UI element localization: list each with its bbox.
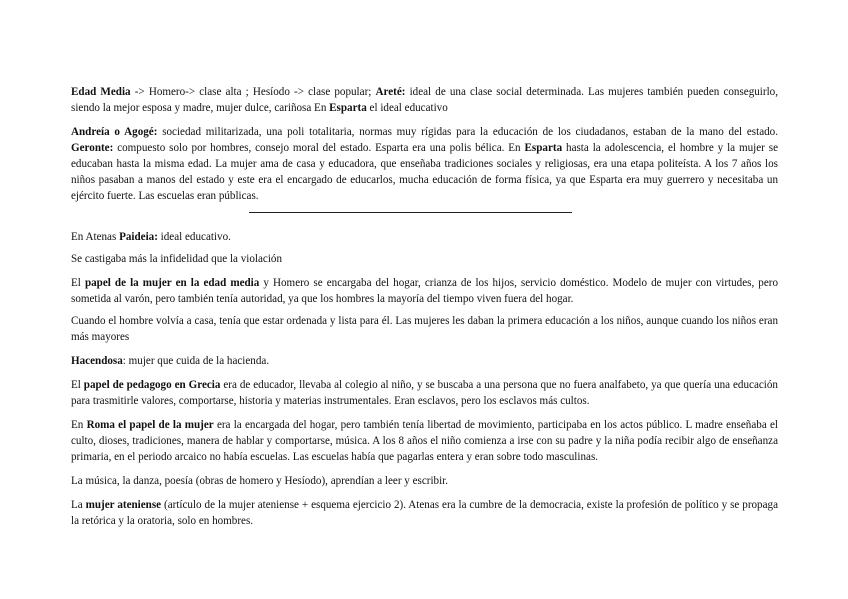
bold-term: Esparta bbox=[524, 142, 563, 154]
paragraph-atenas-paideia bbox=[71, 229, 778, 245]
paragraph-musica-danza bbox=[71, 473, 778, 489]
text-run: era la encargada del hogar, pero también tenía libertad de movimiento, participaba en los actos público. L madre enseñaba el culto, dioses, tradiciones, manera de hablar y comportarse, música. A los 8 años el niño comienza a irse con su padre y la niña podía recibir algo de enseñanza primaria, en el periodo arcaico no había escuelas. Las escuelas había que pagarlas entera y eran sobre todo masculinas. bbox=[71, 419, 778, 463]
paragraph-hacendosa bbox=[71, 353, 778, 369]
text-run: compuesto solo por hombres, consejo moral del estado. Esparta era una polis bélica. En bbox=[113, 142, 525, 154]
paragraph-pedagogo-grecia bbox=[71, 377, 778, 409]
bold-term: Areté: bbox=[375, 86, 406, 98]
separator-line bbox=[249, 212, 572, 213]
text-run: El bbox=[71, 379, 84, 391]
bold-term: Andreía o Agogé: bbox=[71, 126, 158, 138]
bold-term: Paideia: bbox=[119, 231, 158, 243]
bold-term: Roma el papel de la mujer bbox=[86, 419, 214, 431]
bold-term: papel de pedagogo en Grecia bbox=[83, 379, 221, 391]
paragraph-edad-media bbox=[71, 84, 778, 116]
paragraph-infidelidad bbox=[71, 251, 778, 267]
text-run: La bbox=[71, 499, 86, 511]
paragraph-papel-mujer-edad-media bbox=[71, 275, 778, 307]
paragraph-esparta bbox=[71, 124, 778, 204]
bold-term: Geronte: bbox=[71, 142, 114, 154]
text-run: el ideal educativo bbox=[366, 102, 448, 114]
text-run: ideal de una clase social determinada. Las mujeres también pueden conseguirlo, siendo la mejor esposa y madre, mujer dulce, cariñosa En bbox=[71, 86, 778, 114]
bold-term: papel de la mujer en la edad media bbox=[84, 277, 260, 289]
text-run: Se castigaba más la infidelidad que la violación bbox=[71, 253, 283, 265]
text-run: y Homero se encargaba del hogar, crianza de los hijos, servicio doméstico. Modelo de mujer con virtudes, pero sometida al varón, pero también tenía autoridad, ya que los hombres la mayoría del tiempo viven fuera del hogar. bbox=[71, 277, 779, 305]
bold-term: mujer ateniense bbox=[85, 499, 162, 511]
paragraph-roma-mujer bbox=[71, 417, 778, 465]
text-run: era de educador, llevaba al colegio al niño, y se buscaba a una persona que no fuera analfabeto, ya que quería una educación para trasmitirle valores, comportarse, historia y materias instrumentales. Eran esclavos, pero los esclavos más cultos. bbox=[71, 379, 778, 407]
text-run: Cuando el hombre volvía a casa, tenía que estar ordenada y lista para él. Las mujeres les daban la primera educación a los niños, aunque cuando los niños eran más mayores bbox=[71, 315, 778, 343]
paragraph-hombre-casa bbox=[71, 313, 778, 345]
bold-term: Edad Media bbox=[71, 86, 131, 98]
text-run: sociedad militarizada, una poli totalitaria, normas muy rígidas para la educación de los ciudadanos, estaban de la mano del estado. bbox=[157, 126, 778, 138]
bold-term: Esparta bbox=[329, 102, 367, 114]
text-run: hasta la adolescencia, el hombre y la mujer se educaban hasta la misma edad. La mujer ama de casa y educadora, que enseñaba tradiciones sociales y religiosas, era una etapa politeísta. A los 7 años los niños pasaban a manos del estado y este era el encargado de educarlos, mucha educación de forma física, ya que Esparta era muy guerrero y necesitaba un ejército fuerte. Las escuelas eran públicas. bbox=[71, 142, 779, 202]
text-run: En bbox=[71, 419, 87, 431]
text-run: En Atenas bbox=[71, 231, 120, 243]
paragraph-mujer-ateniense bbox=[71, 497, 778, 529]
text-run: ideal educativo. bbox=[157, 231, 231, 243]
text-run: La música, la danza, poesía (obras de homero y Hesíodo), aprendían a leer y escribir. bbox=[71, 475, 449, 487]
text-run: : mujer que cuida de la hacienda. bbox=[122, 355, 270, 367]
text-run: El bbox=[71, 277, 85, 289]
text-run: -> Homero-> clase alta ; Hesíodo -> clase popular; bbox=[130, 86, 376, 98]
text-run: (artículo de la mujer ateniense + esquema ejercicio 2). Atenas era la cumbre de la democracia, existe la profesión de político y se propaga la retórica y la oratoria, solo en hombres. bbox=[71, 499, 779, 527]
bold-term: Hacendosa bbox=[71, 355, 123, 367]
